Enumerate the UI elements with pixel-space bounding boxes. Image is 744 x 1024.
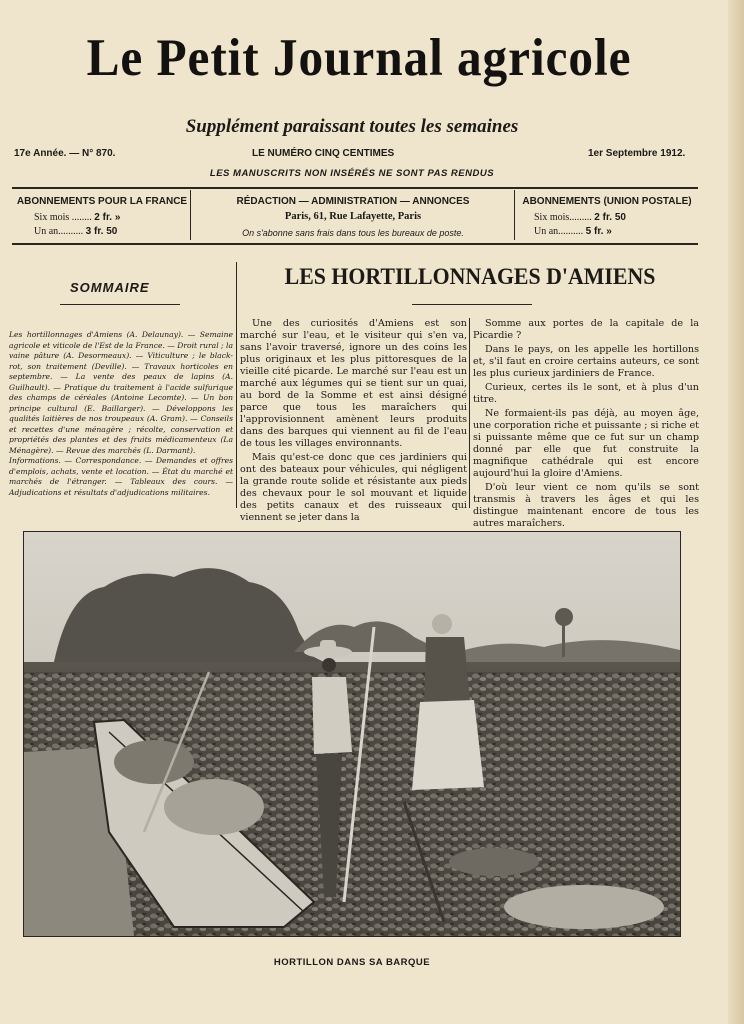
office-title: RÉDACTION — ADMINISTRATION — ANNONCES bbox=[236, 196, 470, 207]
headline-underline bbox=[412, 304, 532, 305]
union-subscription-title: ABONNEMENTS (UNION POSTALE) bbox=[522, 196, 692, 207]
photo-illustration bbox=[24, 532, 680, 936]
sommaire-heading: SOMMAIRE bbox=[70, 280, 150, 295]
issue-number: 17e Année. — N° 870. bbox=[14, 148, 116, 159]
union-row-one-year: Un an.......... 5 fr. » bbox=[534, 226, 612, 237]
issue-price: LE NUMÉRO CINQ CENTIMES bbox=[252, 148, 395, 159]
column-divider bbox=[469, 318, 470, 508]
photo-caption: HORTILLON DANS SA BARQUE bbox=[273, 957, 431, 968]
union-row-six-months: Six mois......... 2 fr. 50 bbox=[534, 212, 626, 223]
issue-date: 1er Septembre 1912. bbox=[588, 148, 686, 159]
article-paragraph: D'où leur vient ce nom qu'ils se sont transmis à travers les âges et qui les distingue maintenant encore de tous les autres maraîchers. bbox=[473, 482, 699, 529]
article-paragraph: Somme aux portes de la capitale de la Picardie ? bbox=[473, 318, 699, 341]
sommaire-paragraph-1: Les hortillonnages d'Amiens (A. Delaunay). — Semaine agricole et viticole de l'Est de la France. — Droit rural ; la vaine pâture (A. Desormeaux). — Viticulture ; le black-rot, son traitement (Deville). — Travaux horticoles en septembre. — La vente des peaux de lapins (A. Guilhault). — Pratique du traitement à l'acide sulfurique des champs de céréales (Antoine Lecomte). — Un bon principe cultural (E. Baillarger). — Développons les qualités laitières de nos troupeaux (A. Gram). — Conseils et recettes d'une ménagère ; récolte, conservation et propriétés des plantes et des fruits médicamenteux (La Ménagère). — Revue des marchés (L. Darmant). bbox=[9, 330, 233, 455]
sommaire-paragraph-2: Informations. — Correspondance. — Demandes et offres d'emplois, achats, vente et location. — État du marché et marchés de l'étranger. — Tableaux des cours. — Adjudications et résultats d'adjudications militaires. bbox=[9, 456, 233, 497]
sommaire-divider bbox=[236, 262, 237, 508]
france-row-one-year: Un an.......... 3 fr. 50 bbox=[34, 226, 118, 237]
office-note: On s'abonne sans frais dans tous les bureaux de poste. bbox=[242, 228, 464, 238]
article-paragraph: Une des curiosités d'Amiens est son marché sur l'eau, et le visiteur qui s'en va, sans l'avoir traversé, ignore un des coins les plus originaux et les plus pittoresques de la vieille cité picarde. Le marché sur l'eau est un marché aux légumes qui se tient sur un quai, au bord de la Somme et est ainsi désigné parce que tous les maraîchers qui l'approvisionnent amènent leurs produits dans des barques qui viennent au fil de l'eau de tous les villages environnants. bbox=[240, 318, 467, 449]
france-row-six-months: Six mois ........ 2 fr. » bbox=[34, 212, 121, 223]
article-paragraph: Ne formaient-ils pas déjà, au moyen âge, une corporation riche et puissante ; si riche et si puissante même que ce fut sur un champ donné par elle que fut construite la magnifique cathédrale qui est encore aujourd'hui la gloire d'Amiens. bbox=[473, 408, 699, 479]
masthead-subtitle: Supplément paraissant toutes les semaines bbox=[185, 116, 519, 137]
article-paragraph: Curieux, certes ils le sont, et à plus d'un titre. bbox=[473, 382, 699, 405]
sommaire-text bbox=[9, 330, 233, 498]
manuscript-notice: LES MANUSCRITS NON INSÉRÉS NE SONT PAS RENDUS bbox=[209, 168, 495, 179]
box-top-rule bbox=[12, 187, 698, 189]
article-paragraph: Dans le pays, on les appelle les hortillons et, s'il faut en croire certains auteurs, ce sont les plus curieux jardiniers de France. bbox=[473, 344, 699, 379]
article-column-2 bbox=[473, 318, 699, 532]
box-divider-right bbox=[514, 190, 515, 240]
box-divider-left bbox=[190, 190, 191, 240]
france-subscription-title: ABONNEMENTS POUR LA FRANCE bbox=[16, 196, 188, 207]
page-edge-shadow bbox=[728, 0, 744, 1024]
sommaire-underline bbox=[60, 304, 180, 305]
box-bottom-rule bbox=[12, 243, 698, 245]
article-column-1 bbox=[240, 318, 467, 526]
article-paragraph: Mais qu'est-ce donc que ces jardiniers qui ont des bateaux pour véhicules, qui négligent la grande route solide et résistante aux pieds des chevaux pour le sol mouvant et liquide des petits canaux et des ruisseaux qui viennent se jeter dans la bbox=[240, 452, 467, 523]
article-headline: LES HORTILLONNAGES D'AMIENS bbox=[284, 264, 656, 289]
masthead-title: Le Petit Journal agricole bbox=[86, 29, 632, 87]
office-address: Paris, 61, Rue Lafayette, Paris bbox=[284, 211, 422, 222]
article-photograph bbox=[23, 531, 681, 937]
